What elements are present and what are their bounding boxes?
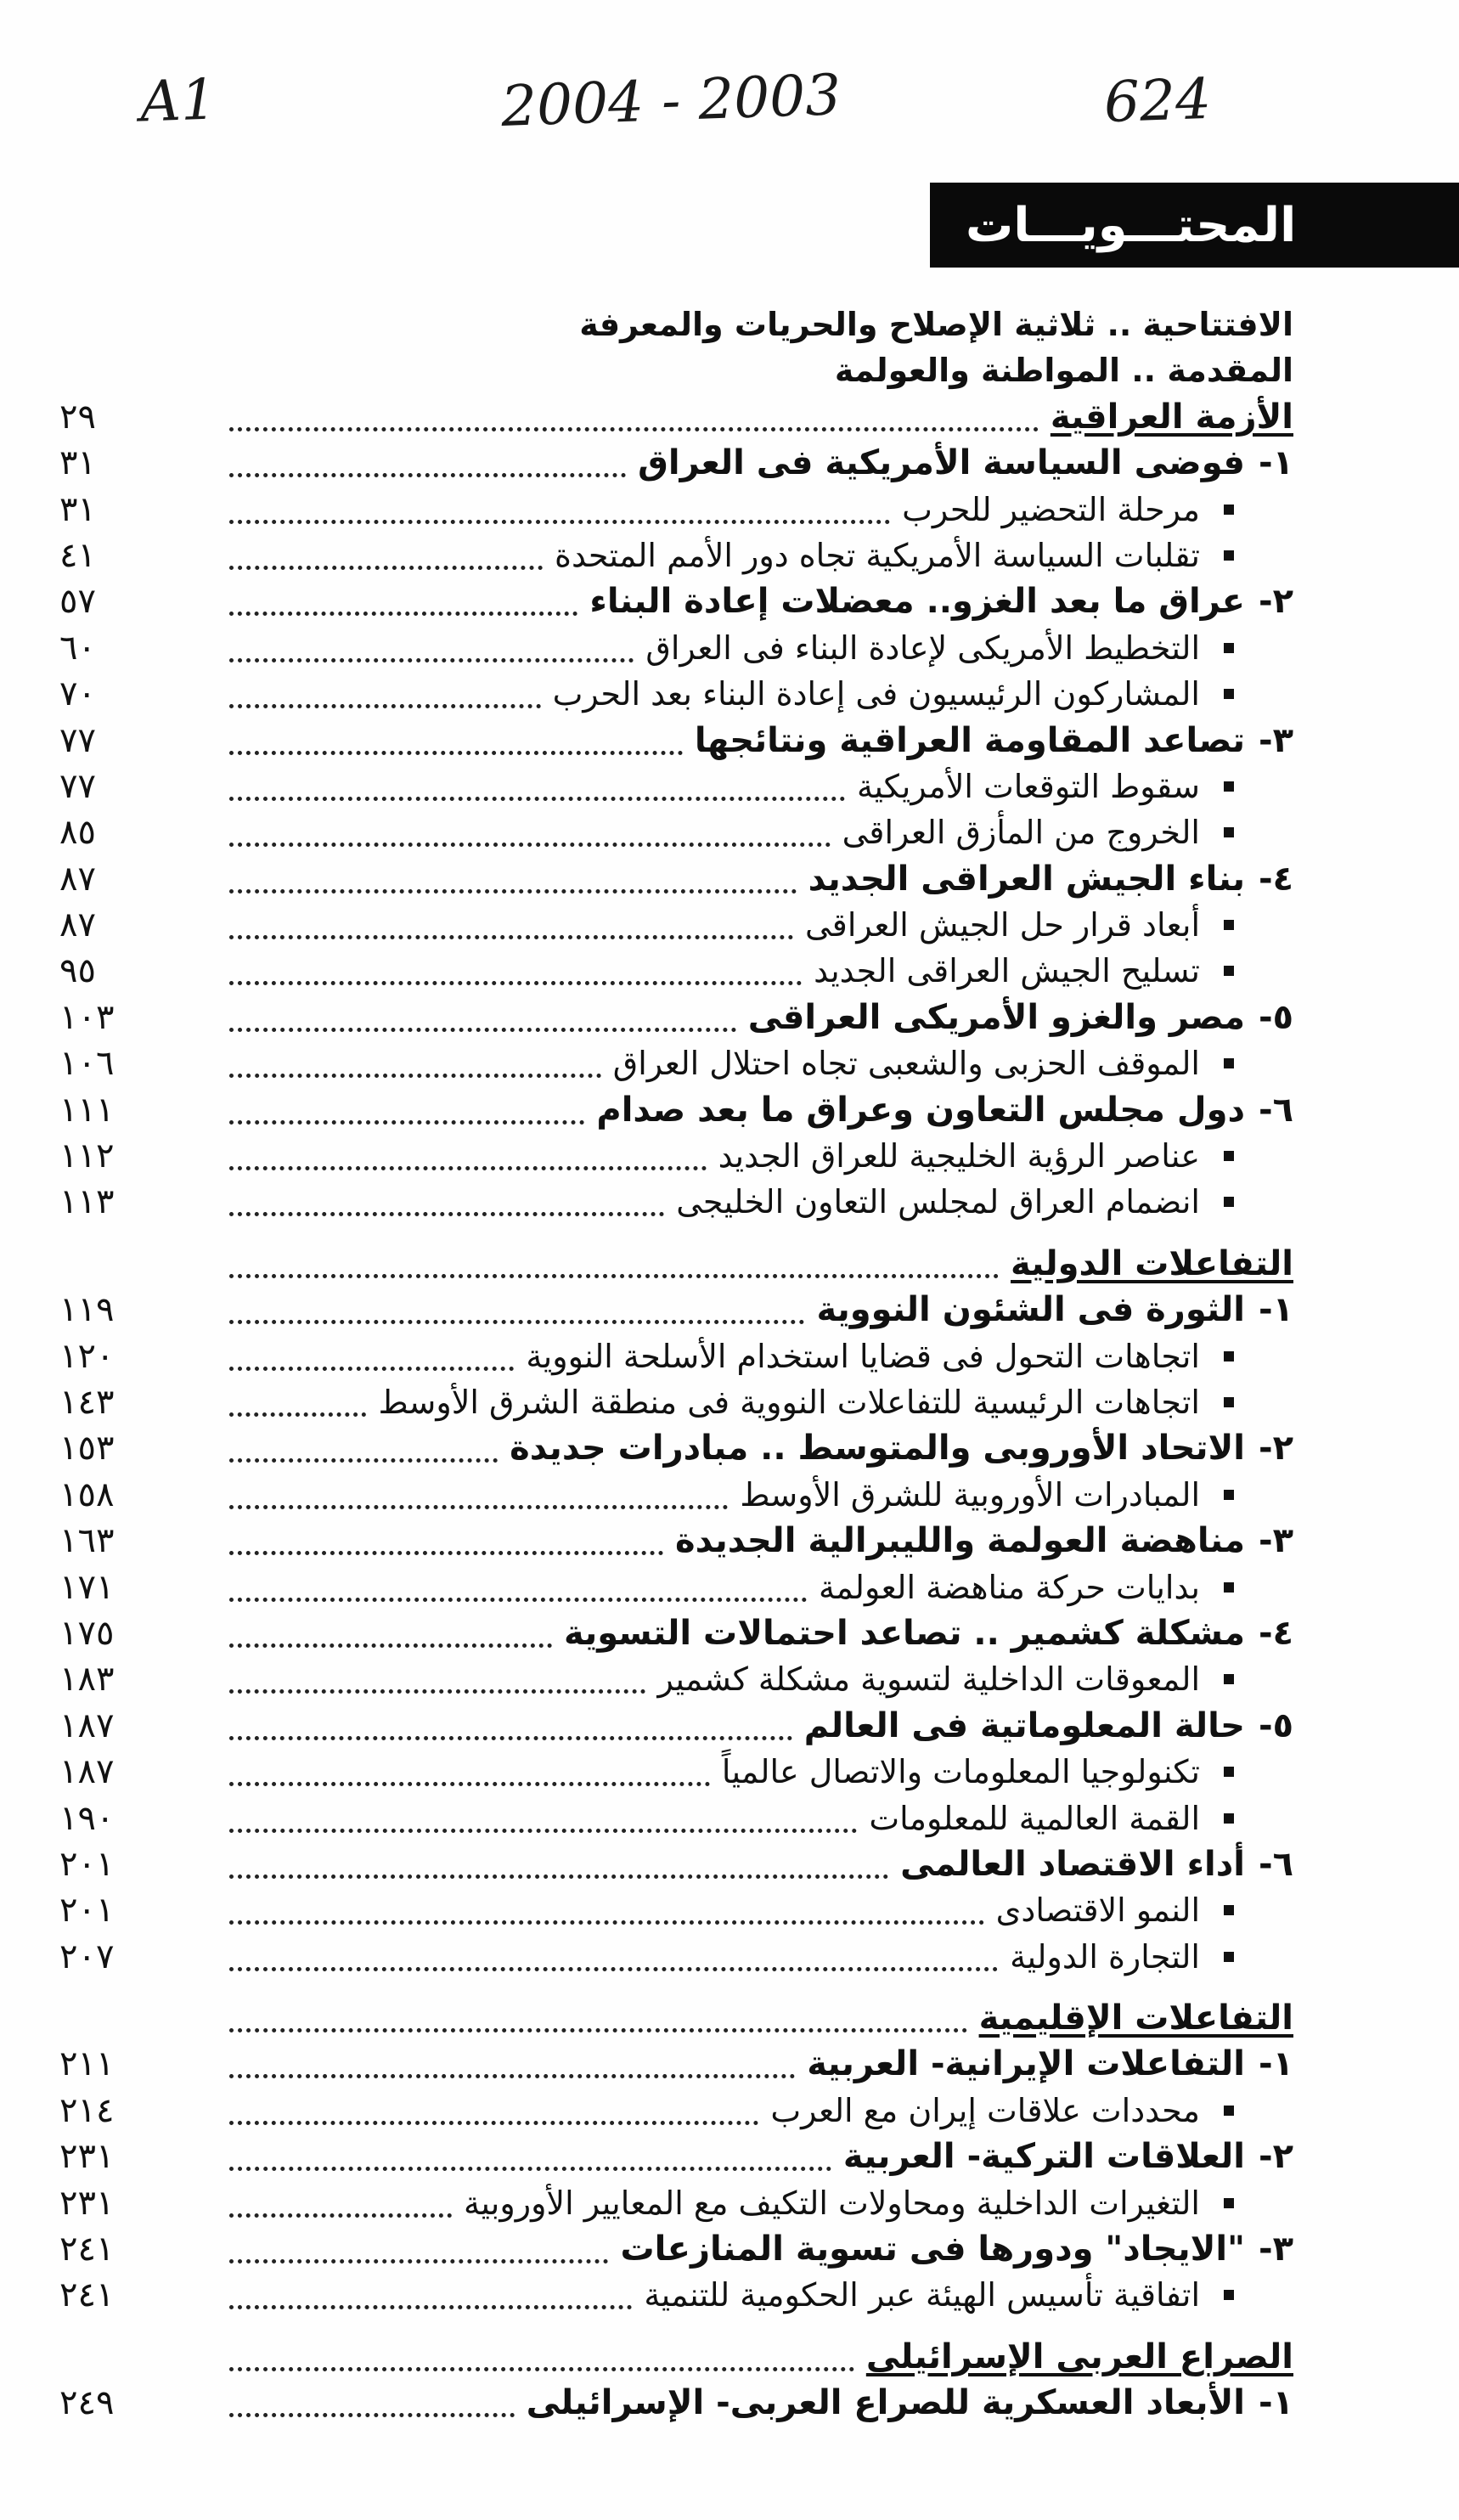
page-number: ٧٠: [59, 674, 96, 714]
toc-entry-title: التفاعلات الإقليمية: [978, 1999, 1293, 2038]
square-bullet-icon: [1224, 1151, 1234, 1161]
toc-entry: [229, 809, 1234, 855]
toc-entry: [229, 1934, 1234, 1980]
chapter-number: ١-: [1258, 443, 1293, 483]
toc-row-chapter: [0, 440, 1459, 486]
toc-entry-title: الموقف الحزبى والشعبى تجاه احتلال العراق: [612, 1045, 1200, 1083]
toc-entry-title: الاتحاد الأوروبى والمتوسط .. مبادرات جديدة: [510, 1429, 1245, 1469]
dot-leader: [229, 1874, 888, 1879]
page-number: ٢٤١: [59, 2230, 115, 2269]
handwritten-note-center: 2004 - 2003: [499, 62, 842, 139]
page-number: ٣١: [59, 443, 96, 483]
toc-entry: [229, 1179, 1234, 1225]
dot-leader: [229, 612, 577, 616]
toc-entry-title: تسليح الجيش العراقى الجديد: [814, 952, 1200, 990]
page-number: ٢٤٩: [59, 2383, 115, 2423]
toc-row-part: [0, 2334, 1459, 2380]
toc-entry-title: الأزمة العراقية: [1050, 397, 1293, 437]
dot-leader: [229, 981, 802, 985]
dot-leader: [229, 704, 541, 708]
page-number: ٨٧: [59, 905, 96, 945]
dot-leader: [229, 473, 626, 477]
chapter-number: ٤-: [1258, 859, 1293, 899]
page-number: ٢١٤: [59, 2090, 115, 2130]
dot-leader: [229, 1736, 792, 1740]
toc-entry-title: بناء الجيش العراقى الجديد: [808, 859, 1245, 899]
toc-entry-title: اتجاهات التحول فى قضايا استخدام الأسلحة النووية: [526, 1337, 1200, 1375]
toc-entry: [229, 1287, 1293, 1333]
toc-entry: [229, 1087, 1293, 1133]
toc-entry: [229, 2226, 1293, 2272]
page-number: ١٨٧: [59, 1752, 115, 1792]
toc-entry-title: المقدمة .. المواطنة والعولمة: [834, 352, 1293, 390]
toc-entry: [229, 625, 1234, 671]
square-bullet-icon: [1224, 827, 1234, 837]
toc-entry-title: تكنولوجيا المعلومات والاتصال عالمياً: [721, 1753, 1200, 1791]
page-number: ١٦٣: [59, 1521, 115, 1561]
dot-leader: [229, 1551, 663, 1555]
toc-row-bullet: [0, 487, 1459, 533]
dot-leader: [229, 2074, 795, 2078]
toc-entry-title: التفاعلات الإيرانية- العربية: [807, 2044, 1245, 2084]
square-bullet-icon: [1224, 505, 1234, 515]
toc-row-chapter: [0, 2226, 1459, 2272]
dot-leader: [229, 2121, 758, 2125]
toc-entry: [229, 1995, 1293, 2041]
dot-leader: [229, 751, 683, 755]
chapter-number: ٥-: [1258, 1705, 1293, 1745]
square-bullet-icon: [1224, 550, 1234, 561]
dot-leader: [229, 1367, 514, 1371]
page-number: ٢٣١: [59, 2137, 115, 2177]
toc-entry: [229, 440, 1293, 486]
square-bullet-icon: [1224, 1397, 1234, 1407]
chapter-number: ٣-: [1258, 2230, 1293, 2269]
dot-leader: [229, 1458, 498, 1463]
dot-leader: [229, 1412, 366, 1417]
page-number: ١٢٠: [59, 1336, 115, 1376]
toc-entry-title: محددات علاقات إيران مع العرب: [770, 2091, 1200, 2129]
toc-row-bullet: [0, 1333, 1459, 1379]
page-number: ١٥٣: [59, 1429, 115, 1469]
toc-row-part: [0, 394, 1459, 440]
toc-entry: [229, 1333, 1234, 1379]
toc-entry-title: النمو الاقتصادى: [995, 1891, 1200, 1930]
dot-leader: [229, 1120, 584, 1125]
toc-entry: [229, 2380, 1293, 2426]
chapter-number: ٢-: [1258, 582, 1293, 622]
toc-row-intro: [0, 302, 1459, 347]
toc-entry-title: عناصر الرؤية الخليجية للعراق الجديد: [718, 1137, 1200, 1175]
square-bullet-icon: [1224, 689, 1234, 699]
toc-entry: [229, 1379, 1234, 1425]
toc-entry: [229, 718, 1293, 764]
page-number: ١١٩: [59, 1290, 115, 1330]
toc-entry: [229, 2334, 1293, 2380]
section-gap: [0, 2319, 1459, 2334]
toc-entry-title: أداء الاقتصاد العالمى: [900, 1844, 1245, 1884]
toc-entry: [229, 1241, 1293, 1287]
toc-entry: [229, 1133, 1234, 1179]
toc-entry-title: دول مجلس التعاون وعراق ما بعد صدام: [596, 1090, 1245, 1130]
toc-entry: [229, 533, 1234, 578]
toc-row-bullet: [0, 1887, 1459, 1933]
chapter-number: ١-: [1258, 2044, 1293, 2084]
square-bullet-icon: [1224, 1058, 1234, 1068]
dot-leader: [229, 1074, 601, 1078]
square-bullet-icon: [1224, 1905, 1234, 1915]
toc-entry: [229, 2041, 1293, 2087]
dot-leader: [229, 2305, 632, 2309]
toc-entry-title: المعوقات الداخلية لتسوية مشكلة كشمير: [657, 1660, 1200, 1699]
toc-entry: [229, 1749, 1234, 1795]
toc-row-bullet: [0, 1656, 1459, 1702]
toc-entry-title: اتفاقية تأسيس الهيئة عبر الحكومية للتنمية: [644, 2276, 1200, 2314]
toc-row-chapter: [0, 578, 1459, 624]
chapter-number: ٤-: [1258, 1613, 1293, 1653]
toc-row-bullet: [0, 948, 1459, 994]
toc-entry: [229, 1564, 1234, 1610]
toc-entry: [229, 1887, 1234, 1933]
dot-leader: [229, 843, 831, 847]
toc-entry-title: بدايات حركة مناهضة العولمة: [819, 1568, 1200, 1606]
page-number: ١٨٣: [59, 1660, 115, 1700]
page-number: ٢٠١: [59, 1891, 115, 1931]
dot-leader: [229, 1598, 807, 1602]
toc-entry: [229, 1656, 1234, 1702]
toc-row-part: [0, 1995, 1459, 2041]
toc-entry: [229, 2088, 1234, 2134]
page-number: ١٧١: [59, 1567, 115, 1607]
toc-entry-title: أبعاد قرار حل الجيش العراقى: [805, 906, 1200, 944]
toc-row-bullet: [0, 625, 1459, 671]
contents-title-bar: [930, 183, 1459, 268]
chapter-number: ٢-: [1258, 2137, 1293, 2177]
toc-entry-title: مرحلة التحضير للحرب: [902, 490, 1200, 528]
toc-row-chapter: [0, 1610, 1459, 1656]
square-bullet-icon: [1224, 1813, 1234, 1824]
page-number: ١١١: [59, 1090, 115, 1130]
table-of-contents: [0, 302, 1459, 2427]
dot-leader: [229, 2413, 515, 2417]
toc-row-chapter: [0, 1841, 1459, 1887]
dot-leader: [229, 1320, 804, 1324]
toc-row-chapter: [0, 718, 1459, 764]
toc-entry: [229, 2134, 1293, 2179]
page-number: ٦٠: [59, 628, 96, 668]
square-bullet-icon: [1224, 1767, 1234, 1777]
page-number: ٢٣١: [59, 2183, 115, 2223]
toc-row-chapter: [0, 1087, 1459, 1133]
toc-entry-title: اتجاهات الرئيسية للتفاعلات النووية فى منطقة الشرق الأوسط: [378, 1383, 1200, 1421]
toc-entry-title: مناهضة العولمة والليبرالية الجديدة: [675, 1521, 1245, 1561]
page-number: ٨٧: [59, 859, 96, 899]
page-number: ١٠٣: [59, 997, 115, 1037]
toc-entry-title: انضمام العراق لمجلس التعاون الخليجى: [676, 1183, 1200, 1221]
toc-entry-title: القمة العالمية للمعلومات: [869, 1799, 1200, 1837]
toc-row-chapter: [0, 1518, 1459, 1564]
toc-row-bullet: [0, 533, 1459, 578]
chapter-number: ٦-: [1258, 1844, 1293, 1884]
toc-entry-title: مصر والغزو الأمريكى العراقى: [747, 997, 1245, 1037]
chapter-number: ٣-: [1258, 720, 1293, 760]
dot-leader: [229, 1920, 984, 1925]
square-bullet-icon: [1224, 1582, 1234, 1593]
dot-leader: [229, 520, 890, 524]
square-bullet-icon: [1224, 1674, 1234, 1684]
dot-leader: [229, 1274, 999, 1278]
toc-row-bullet: [0, 1796, 1459, 1841]
page-number: ١١٣: [59, 1182, 115, 1222]
toc-entry: [229, 902, 1234, 948]
toc-entry: [579, 302, 1293, 347]
toc-entry-title: تصاعد المقاومة العراقية ونتائجها: [694, 720, 1245, 760]
toc-entry-title: المبادرات الأوروبية للشرق الأوسط: [740, 1475, 1200, 1514]
page-number: ٢١١: [59, 2044, 115, 2084]
square-bullet-icon: [1224, 1952, 1234, 1962]
toc-row-chapter: [0, 2380, 1459, 2426]
square-bullet-icon: [1224, 781, 1234, 792]
toc-row-bullet: [0, 2180, 1459, 2226]
square-bullet-icon: [1224, 2106, 1234, 2116]
page-number: ٨٥: [59, 813, 96, 853]
dot-leader: [229, 658, 634, 662]
toc-row-bullet: [0, 1564, 1459, 1610]
section-gap: [0, 1980, 1459, 1995]
dot-leader: [229, 2028, 967, 2032]
dot-leader: [229, 797, 845, 801]
page-number: ١٨٧: [59, 1705, 115, 1745]
dot-leader: [229, 889, 797, 894]
toc-row-part: [0, 1241, 1459, 1287]
toc-entry-title: التجارة الدولية: [1010, 1937, 1200, 1976]
dot-leader: [229, 1212, 664, 1216]
toc-entry: [229, 948, 1234, 994]
chapter-number: ٢-: [1258, 1429, 1293, 1469]
toc-entry: [229, 1472, 1234, 1518]
toc-entry-title: مشكلة كشمير .. تصاعد احتمالات التسوية: [563, 1613, 1245, 1653]
toc-row-chapter: [0, 2041, 1459, 2087]
dot-leader: [229, 1782, 710, 1786]
toc-entry-title: حالة المعلوماتية فى العالم: [803, 1705, 1245, 1745]
page-number: ٣١: [59, 489, 96, 529]
dot-leader: [229, 935, 793, 939]
dot-leader: [229, 427, 1039, 431]
page-number: ٢٠١: [59, 1844, 115, 1884]
toc-entry: [229, 1040, 1234, 1086]
dot-leader: [229, 2259, 608, 2263]
toc-entry: [835, 347, 1293, 393]
toc-entry-title: المشاركون الرئيسيون فى إعادة البناء بعد الحرب: [552, 675, 1200, 713]
toc-row-bullet: [0, 764, 1459, 809]
toc-entry: [229, 1841, 1293, 1887]
square-bullet-icon: [1224, 643, 1234, 653]
toc-entry-title: التخطيط الأمريكى لإعادة البناء فى العراق: [645, 629, 1200, 667]
toc-entry: [229, 487, 1234, 533]
toc-entry-title: الخروج من المأزق العراقى: [842, 814, 1200, 852]
page-number: ٢٩: [59, 397, 96, 437]
dot-leader: [229, 2213, 452, 2218]
toc-row-bullet: [0, 1179, 1459, 1225]
square-bullet-icon: [1224, 920, 1234, 930]
chapter-number: ١-: [1258, 1290, 1293, 1330]
toc-row-bullet: [0, 1749, 1459, 1795]
square-bullet-icon: [1224, 1351, 1234, 1361]
toc-entry: [229, 2180, 1234, 2226]
toc-entry-title: الثورة فى الشئون النووية: [816, 1290, 1245, 1330]
toc-entry-title: فوضى السياسة الأمريكية فى العراق: [638, 443, 1245, 483]
toc-entry-title: الافتتاحية .. ثلاثية الإصلاح والحريات والمعرفة: [579, 306, 1293, 343]
toc-entry: [229, 1703, 1293, 1749]
page-number: ١٠٦: [59, 1044, 115, 1084]
chapter-number: ١-: [1258, 2383, 1293, 2423]
toc-row-chapter: [0, 2134, 1459, 2179]
dot-leader: [229, 2167, 831, 2171]
dot-leader: [229, 566, 543, 570]
square-bullet-icon: [1224, 2198, 1234, 2208]
toc-row-bullet: [0, 1040, 1459, 1086]
chapter-number: ٥-: [1258, 997, 1293, 1037]
toc-entry-title: التغيرات الداخلية ومحاولات التكيف مع المعايير الأوروبية: [463, 2184, 1200, 2222]
page-number: ١٧٥: [59, 1613, 115, 1653]
chapter-number: ٦-: [1258, 1090, 1293, 1130]
toc-row-bullet: [0, 2272, 1459, 2318]
handwritten-note-right: 624: [1102, 65, 1213, 136]
toc-row-chapter: [0, 995, 1459, 1040]
dot-leader: [229, 1028, 736, 1032]
toc-entry: [229, 764, 1234, 809]
toc-entry: [229, 1425, 1293, 1471]
page-number: ٧٧: [59, 720, 96, 760]
toc-entry: [229, 1518, 1293, 1564]
page-number: ٤١: [59, 535, 96, 575]
page-number: ١٩٠: [59, 1798, 115, 1838]
toc-entry: [229, 671, 1234, 717]
toc-entry-title: تقلبات السياسة الأمريكية تجاه دور الأمم المتحدة: [555, 536, 1200, 574]
toc-entry: [229, 578, 1293, 624]
dot-leader: [229, 1643, 552, 1648]
chapter-number: ٣-: [1258, 1521, 1293, 1561]
dot-leader: [229, 1829, 857, 1833]
toc-entry-title: الأبعاد العسكرية للصراع العربى- الإسرائيلى: [526, 2383, 1245, 2423]
dot-leader: [229, 2367, 854, 2371]
handwritten-note-left: A1: [138, 66, 217, 135]
dot-leader: [229, 1689, 645, 1694]
dot-leader: [229, 1505, 728, 1509]
toc-row-bullet: [0, 902, 1459, 948]
square-bullet-icon: [1224, 1197, 1234, 1207]
page-number: ١١٢: [59, 1136, 115, 1176]
page-number: ٩٥: [59, 951, 96, 991]
toc-row-bullet: [0, 809, 1459, 855]
page-number: ٧٧: [59, 766, 96, 806]
square-bullet-icon: [1224, 2290, 1234, 2300]
toc-row-bullet: [0, 671, 1459, 717]
toc-entry: [229, 1796, 1234, 1841]
toc-entry: [229, 2272, 1234, 2318]
toc-entry: [229, 856, 1293, 902]
toc-entry-title: عراق ما بعد الغزو.. معضلات إعادة البناء: [589, 582, 1245, 622]
toc-entry-title: "الايجاد" ودورها فى تسوية المنازعات: [620, 2230, 1245, 2269]
dot-leader: [229, 1967, 998, 1971]
toc-row-bullet: [0, 1379, 1459, 1425]
toc-row-bullet: [0, 1934, 1459, 1980]
page-number: ١٤٣: [59, 1382, 115, 1422]
toc-entry: [229, 1610, 1293, 1656]
page-number: ١٥٨: [59, 1474, 115, 1514]
section-gap: [0, 1226, 1459, 1241]
page-number: ٢٠٧: [59, 1937, 115, 1976]
toc-row-chapter: [0, 1425, 1459, 1471]
toc-row-bullet: [0, 1133, 1459, 1179]
square-bullet-icon: [1224, 966, 1234, 976]
toc-entry-title: العلاقات التركية- العربية: [842, 2137, 1245, 2177]
dot-leader: [229, 1166, 707, 1170]
toc-row-bullet: [0, 2088, 1459, 2134]
toc-row-chapter: [0, 1703, 1459, 1749]
page-number: ٥٧: [59, 582, 96, 622]
square-bullet-icon: [1224, 1490, 1234, 1500]
toc-entry-title: الصراع العربى الإسرائيلى: [865, 2337, 1293, 2376]
toc-entry: [229, 394, 1293, 440]
page-number: ٢٤١: [59, 2275, 115, 2315]
toc-row-chapter: [0, 856, 1459, 902]
toc-entry: [229, 995, 1293, 1040]
contents-title: المحتـــويـــات: [966, 197, 1297, 253]
toc-entry-title: التفاعلات الدولية: [1011, 1243, 1293, 1283]
toc-row-intro: [0, 347, 1459, 393]
toc-entry-title: سقوط التوقعات الأمريكية: [856, 767, 1200, 805]
toc-row-chapter: [0, 1287, 1459, 1333]
toc-row-bullet: [0, 1472, 1459, 1518]
